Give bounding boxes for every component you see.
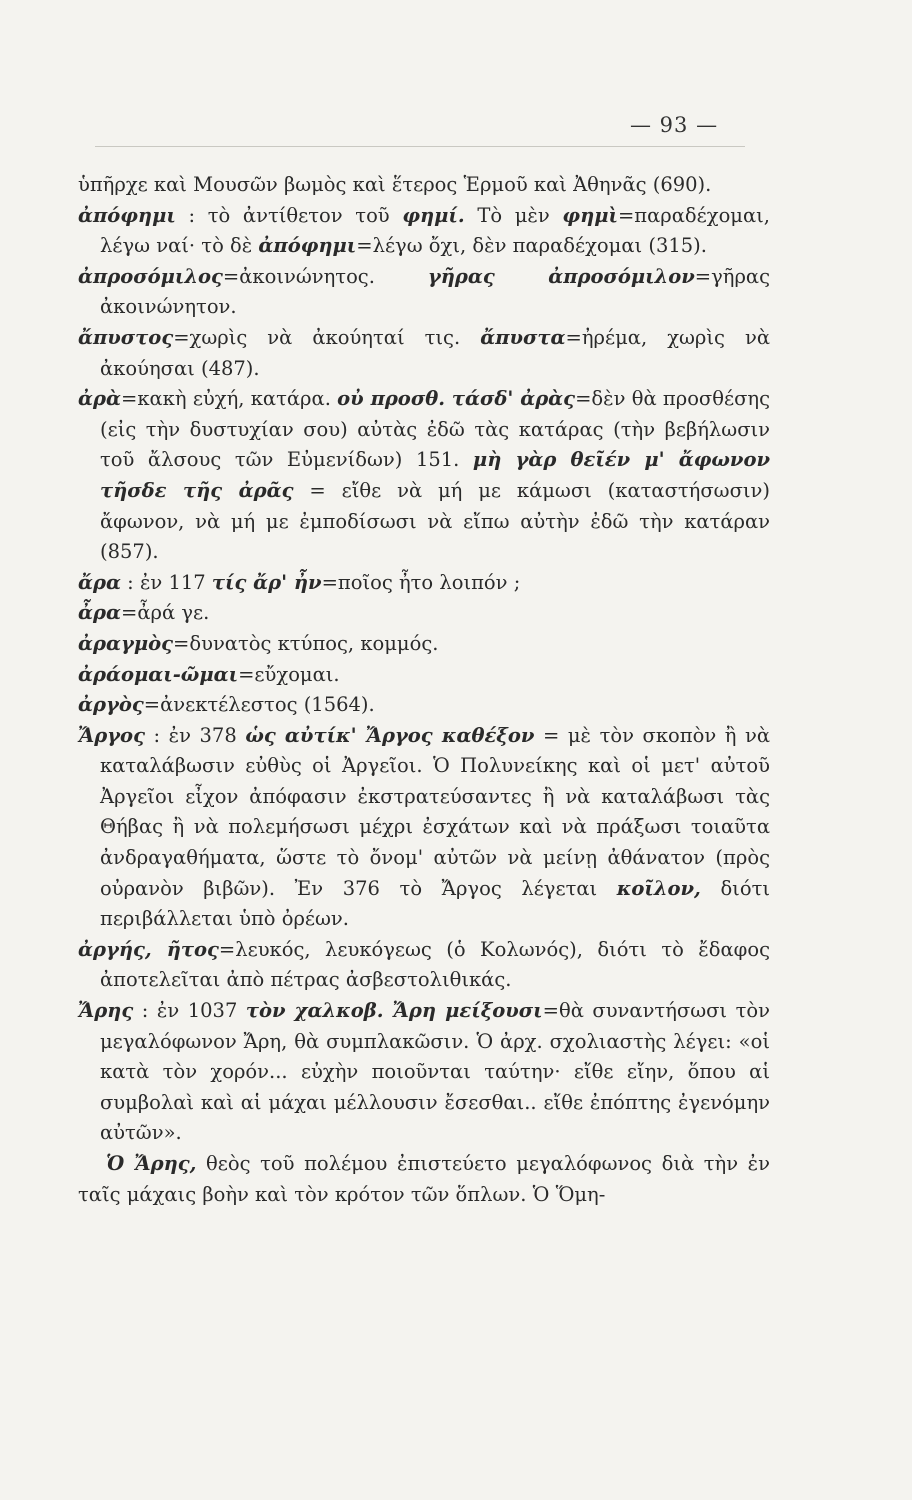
- headword: ἀραγμὸς: [78, 631, 174, 655]
- glossary-entry: [78, 170, 770, 201]
- definition-text: = εἴθε νὰ μή με κάμωσι (καταστήσωσιν) ἄφωνον, νὰ μή με ἐμποδίσωσι νὰ εἴπω αὐτὴν ἐδῶ τὴν κατάραν (857).: [100, 478, 770, 564]
- headword: ὡς αὐτίκ' Ἄργος καθέξον: [245, 723, 535, 747]
- headword: ἀρὰ: [78, 387, 121, 411]
- definition-text: =λευκός, λευκόγεως (ὁ Κολωνός), διότι τὸ ἔδαφος ἀποτελεῖται ἀπὸ πέτρας ἀσβεστολιθικάς.: [100, 937, 770, 992]
- headword: ἄπυστα: [480, 325, 566, 349]
- glossary-entry: [78, 721, 770, 935]
- headword: κοῖλον,: [616, 876, 701, 900]
- glossary-entry: [78, 690, 770, 721]
- headword: ἄπυστος: [78, 325, 174, 349]
- headword: τὸν χαλκοβ. Ἄρη μείξουσι: [245, 999, 543, 1023]
- header-rule: [95, 146, 745, 147]
- definition-text: =λέγω ὄχι, δὲν παραδέχομαι (315).: [356, 234, 707, 258]
- headword: μὴ γὰρ θεῖέν μ' ἄφωνον τῆσδε τῆς ἀρᾶς: [100, 448, 770, 502]
- definition-text: =ἠρέμα, χωρὶς νὰ ἀκούησαι (487).: [100, 325, 770, 380]
- glossary-entry: [78, 629, 770, 660]
- definition-text: =θὰ συναντήσωσι τὸν μεγαλόφωνον Ἄρη, θὰ συμπλακῶσιν. Ὁ ἀρχ. σχολιαστὴς λέγει: «οἱ κατὰ τὸν χορόν... εὐχὴν ποιοῦνται ταύτην· εἴθε εἴην, ὅπου αἱ συμβολαὶ καὶ αἱ μάχαι μέλλουσιν ἔσεσθαι.. εἴθε ἐπόπτης ἐγενόμην αὐτῶν».: [100, 999, 770, 1145]
- definition-text: : ἐν 1037: [133, 999, 246, 1023]
- headword: ἆρα: [78, 601, 121, 625]
- definition-text: =παραδέχομαι, λέγω ναί· τὸ δὲ: [100, 203, 770, 258]
- headword: ἀργής, ῆτος: [78, 937, 219, 961]
- headword: ἀπόφημι: [78, 203, 176, 227]
- definition-text: : τὸ ἀντίθετον τοῦ: [175, 203, 403, 227]
- definition-text: Τὸ μὲν: [464, 203, 563, 227]
- definition-text: ὑπῆρχε καὶ Μουσῶν βωμὸς καὶ ἕτερος Ἑρμοῦ καὶ Ἀθηνᾶς (690).: [78, 173, 712, 196]
- headword: τίς ἄρ' ἦν: [211, 570, 322, 594]
- definition-text: =ἀκοινώνητος.: [222, 264, 428, 288]
- definition-text: =ἀνεκτέλεστος (1564).: [143, 693, 375, 717]
- definition-text: =δυνατὸς κτύπος, κομμός.: [173, 631, 439, 655]
- glossary-entry: [78, 935, 770, 996]
- definition-text: : ἐν 117: [120, 570, 212, 594]
- definition-text: =δὲν θὰ προσθέσης (εἰς τὴν δυστυχίαν σου) αὐτὰς ἐδῶ τὰς κατάρας (τὴν βεβήλωσιν τοῦ ἄλσους τῶν Εὐμενίδων) 151.: [100, 387, 771, 472]
- glossary-entry: [78, 262, 770, 323]
- page-number: — 93 —: [630, 113, 719, 137]
- headword: ἀράομαι-ῶμαι: [78, 662, 239, 686]
- definition-text: =κακὴ εὐχή, κατάρα.: [120, 387, 338, 411]
- headword: ἀπόφημι: [258, 234, 357, 258]
- glossary-entry: [78, 1149, 770, 1210]
- headword: ἀργὸς: [78, 693, 144, 717]
- glossary-entry: [78, 598, 770, 629]
- glossary-entry: [78, 201, 770, 262]
- headword: Ἄργος: [78, 723, 145, 747]
- glossary-entry: [78, 568, 770, 599]
- headword: οὐ προσθ. τάσδ' ἀρὰς: [337, 387, 576, 411]
- definition-text: =χωρὶς νὰ ἀκούηταί τις.: [173, 325, 481, 349]
- definition-text: =εὔχομαι.: [238, 662, 340, 686]
- definition-text: διότι περιβάλλεται ὑπὸ ὀρέων.: [100, 876, 771, 931]
- definition-text: θεὸς τοῦ πολέμου ἐπιστεύετο μεγαλόφωνος διὰ τὴν ἐν ταῖς μάχαις βοὴν καὶ τὸν κρότον τῶν ὅπλων. Ὁ Ὅμη-: [78, 1152, 770, 1206]
- glossary-entry: [78, 996, 770, 1149]
- glossary-entry: [78, 384, 770, 568]
- glossary-text: [78, 170, 770, 1210]
- definition-text: =γῆρας ἀκοινώνητον.: [100, 264, 770, 319]
- glossary-entry: [78, 660, 770, 691]
- definition-text: = μὲ τὸν σκοπὸν ἢ νὰ καταλάβωσιν εὐθὺς οἱ Ἀργεῖοι. Ὁ Πολυνείκης καὶ οἱ μετ' αὐτοῦ Ἀργεῖοι εἶχον ἀπόφασιν ἐκστρατεύσαντες ἢ νὰ καταλάβωσι τὰς Θήβας ἢ νὰ πολεμήσωσι μέχρι ἐσχάτων καὶ νὰ πράξωσι τοιαῦτα ἀνδραγαθήματα, ὥστε τὸ ὄνομ' αὐτῶν νὰ μείνῃ ἀθάνατον (πρὸς οὐρανὸν βιβῶν). Ἐν 376 τὸ Ἄργος λέγεται: [100, 723, 771, 900]
- headword: Ὁ Ἄρης,: [106, 1152, 197, 1175]
- definition-text: : ἐν 378: [144, 723, 246, 747]
- headword: ἄρα: [78, 570, 121, 594]
- headword: φημί.: [402, 203, 465, 227]
- headword: Ἄρης: [78, 999, 134, 1023]
- headword: ἀπροσόμιλος: [78, 264, 223, 288]
- headword: γῆρας ἀπροσόμιλον: [427, 264, 695, 288]
- definition-text: =ποῖος ἦτο λοιπόν ;: [321, 570, 521, 594]
- headword: φημὶ: [562, 203, 618, 227]
- glossary-entry: [78, 323, 770, 384]
- definition-text: =ἆρά γε.: [120, 601, 210, 625]
